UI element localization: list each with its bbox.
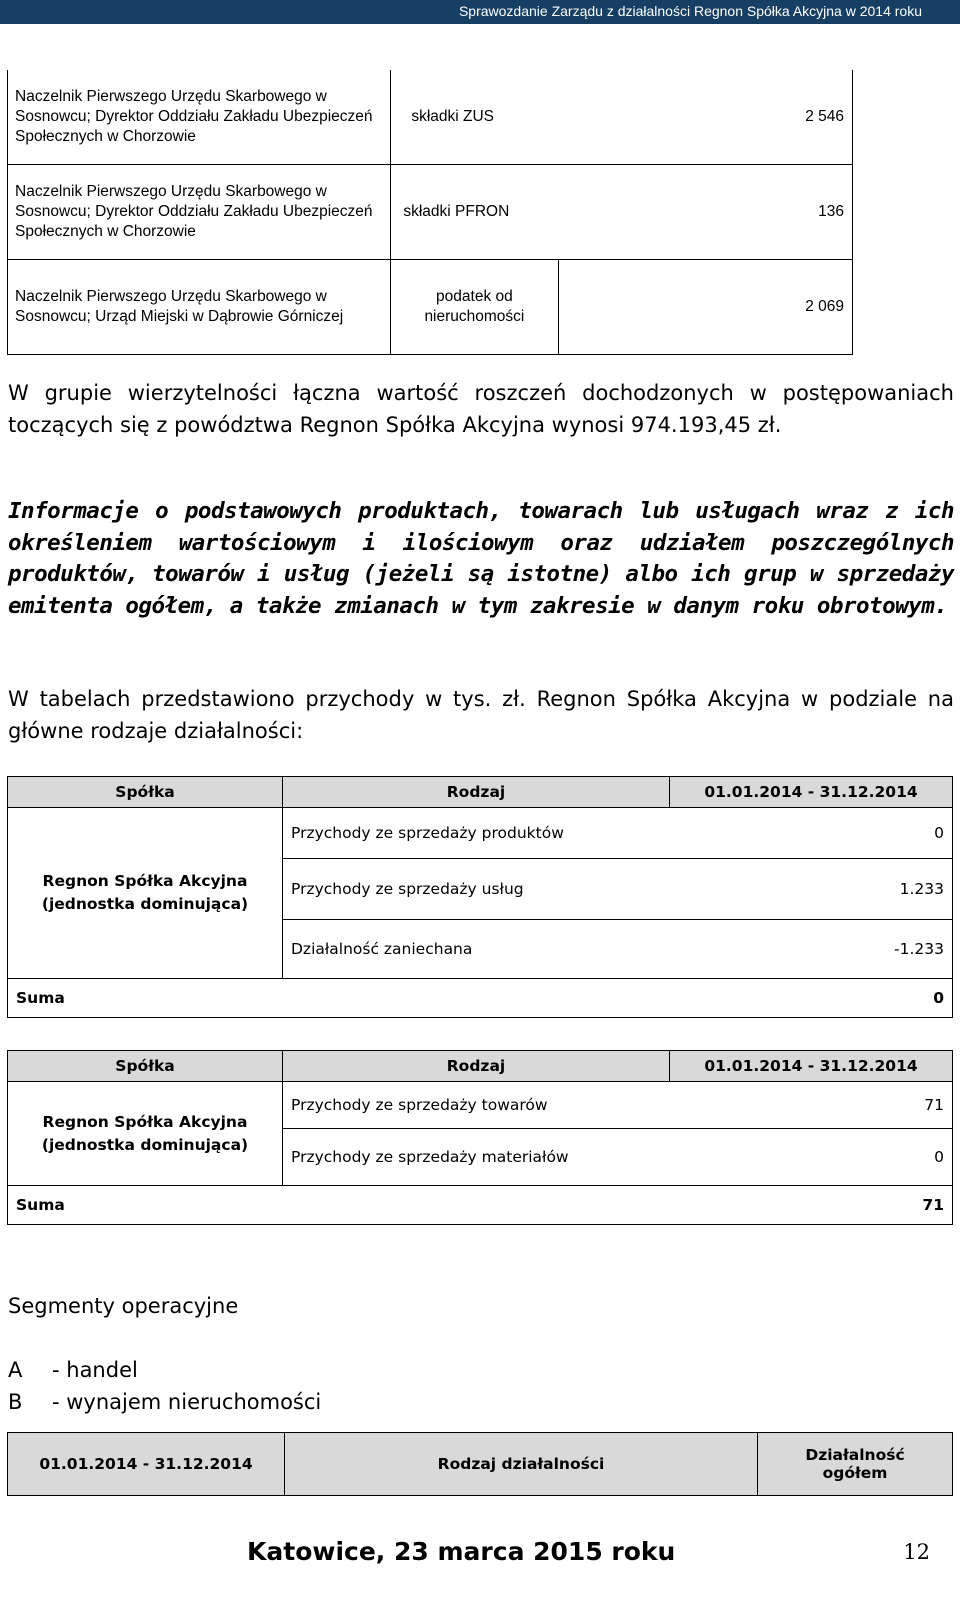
row-label: Działalność zaniechana [283, 920, 670, 979]
header-type: Rodzaj [283, 1051, 670, 1082]
table-header-row [8, 1433, 953, 1496]
page-number: 12 [903, 1540, 930, 1564]
amount-cell: 2 069 [558, 260, 853, 355]
segment-desc: - handel [52, 1358, 138, 1382]
revenue-table-goods [7, 1050, 953, 1225]
row-value: 1.233 [670, 859, 953, 920]
table-row [8, 70, 853, 165]
authority-cell: Naczelnik Pierwszego Urzędu Skarbowego w Sosnowcu; Dyrektor Oddziału Zakładu Ubezpieczeń Społecznych w Chorzowie [8, 70, 391, 165]
header-bar [0, 0, 960, 24]
header-type: Rodzaj [283, 777, 670, 808]
footer-location: Katowice, 23 marca 2015 roku [247, 1537, 676, 1566]
segment-b [8, 1390, 321, 1414]
header-company: Spółka [8, 777, 283, 808]
segment-code: A [8, 1358, 23, 1382]
row-label: Przychody ze sprzedaży towarów [283, 1082, 670, 1129]
row-value: 71 [670, 1082, 953, 1129]
company-cell: Regnon Spółka Akcyjna (jednostka dominująca) [8, 1082, 283, 1186]
header-period: 01.01.2014 - 31.12.2014 [670, 1051, 953, 1082]
segment-table [7, 1432, 953, 1496]
header-company: Spółka [8, 1051, 283, 1082]
footer [0, 1536, 960, 1610]
header-period: 01.01.2014 - 31.12.2014 [8, 1433, 285, 1496]
table-row [8, 165, 853, 260]
type-cell: podatek od nieruchomości [391, 260, 558, 355]
row-value: -1.233 [670, 920, 953, 979]
revenue-table-services [7, 776, 953, 1018]
row-label: Przychody ze sprzedaży produktów [283, 808, 670, 859]
tax-table [7, 70, 853, 355]
sum-label: Suma [8, 979, 670, 1018]
table-header-row [8, 1051, 953, 1082]
authority-cell: Naczelnik Pierwszego Urzędu Skarbowego w Sosnowcu; Dyrektor Oddziału Zakładu Ubezpieczeń Społecznych w Chorzowie [8, 165, 391, 260]
segment-desc: - wynajem nieruchomości [52, 1390, 322, 1414]
table-row [8, 260, 853, 355]
table-row [8, 1082, 953, 1129]
table-row [8, 808, 953, 859]
table-header-row [8, 777, 953, 808]
sum-row [8, 979, 953, 1018]
sum-value: 0 [670, 979, 953, 1018]
header-total: Działalność ogółem [758, 1433, 953, 1496]
row-label: Przychody ze sprzedaży materiałów [283, 1129, 670, 1186]
tables-intro-paragraph: W tabelach przedstawiono przychody w tys. zł. Regnon Spółka Akcyjna w podziale na główne rodzaje działalności: [8, 687, 954, 743]
header-title: Sprawozdanie Zarządu z działalności Regnon Spółka Akcyjna w 2014 roku [458, 3, 922, 19]
row-value: 0 [670, 808, 953, 859]
sum-value: 71 [670, 1186, 953, 1225]
amount-cell: 136 [558, 165, 853, 260]
row-label: Przychody ze sprzedaży usług [283, 859, 670, 920]
row-value: 0 [670, 1129, 953, 1186]
section-heading: Informacje o podstawowych produktach, towarach lub usługach wraz z ich określeniem wartościowym i ilościowym oraz udziałem poszczególnych produktów, towarów i usług (jeżeli są istotne) albo ich grup w sprzedaży emitenta ogółem, a także zmianach w tym zakresie w danym roku obrotowym. [8, 498, 954, 619]
type-cell: składki ZUS [391, 70, 558, 165]
claims-paragraph: W grupie wierzytelności łączna wartość roszczeń dochodzonych w postępowaniach toczących się z powództwa Regnon Spółka Akcyjna wynosi 974.193,45 zł. [8, 381, 954, 437]
header-period: 01.01.2014 - 31.12.2014 [670, 777, 953, 808]
authority-cell: Naczelnik Pierwszego Urzędu Skarbowego w Sosnowcu; Urząd Miejski w Dąbrowie Górniczej [8, 260, 391, 355]
sum-label: Suma [8, 1186, 670, 1225]
company-cell: Regnon Spółka Akcyjna (jednostka dominująca) [8, 808, 283, 979]
sum-row [8, 1186, 953, 1225]
segment-code: B [8, 1390, 23, 1414]
type-cell: składki PFRON [391, 165, 558, 260]
amount-cell: 2 546 [558, 70, 853, 165]
segments-title: Segmenty operacyjne [8, 1294, 239, 1318]
segment-a [8, 1358, 138, 1382]
header-activity-type: Rodzaj działalności [285, 1433, 758, 1496]
